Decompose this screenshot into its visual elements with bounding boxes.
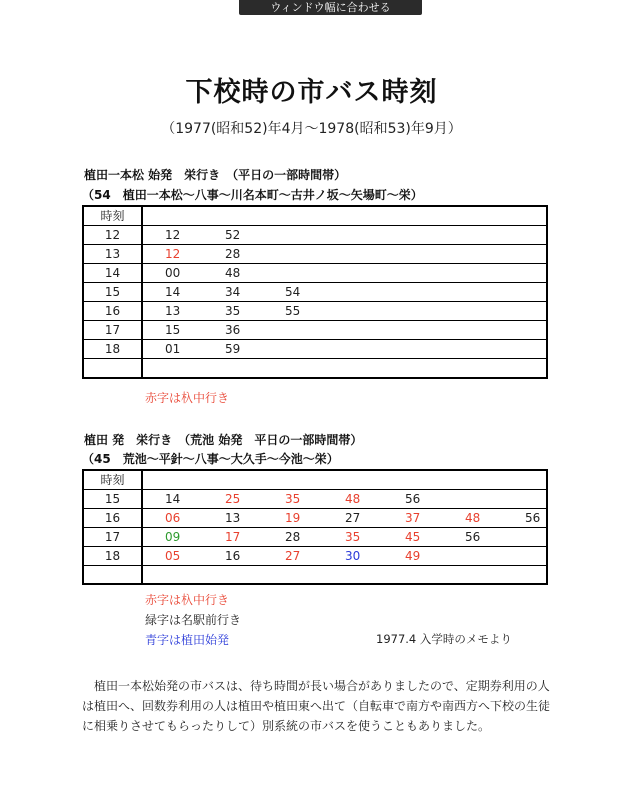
timetable-header-row <box>83 206 547 226</box>
departure-minute: 19 <box>285 511 301 525</box>
route2-legend-green: 緑字は名駅前行き <box>145 613 242 627</box>
timetable-row <box>83 528 547 547</box>
departure-minute: 14 <box>165 285 181 299</box>
minutes-cell <box>142 490 547 509</box>
departure-minute: 28 <box>285 530 301 544</box>
hour-cell: 16 <box>83 509 142 528</box>
hour-cell: 15 <box>83 283 142 302</box>
route2-timetable <box>82 469 548 585</box>
hour-cell: 17 <box>83 528 142 547</box>
route2-route-line: （45 荒池〜平針〜八事〜大久手〜今池〜栄） <box>82 452 339 466</box>
departure-minute: 34 <box>225 285 241 299</box>
timetable-empty-row <box>83 359 547 379</box>
minutes-cell <box>142 340 547 359</box>
timetable-row <box>83 547 547 566</box>
route1-legend-red: 赤字は杁中行き <box>145 391 230 405</box>
departure-minute: 56 <box>465 530 481 544</box>
timetable-row <box>83 283 547 302</box>
minutes-cell <box>142 302 547 321</box>
memo-note: 1977.4 入学時のメモより <box>376 632 512 646</box>
minutes-cell <box>142 321 547 340</box>
route1-timetable <box>82 205 548 379</box>
timetable-row <box>83 509 547 528</box>
departure-minute: 17 <box>225 530 241 544</box>
timetable-row <box>83 490 547 509</box>
page-subtitle: （1977(昭和52)年4月〜1978(昭和53)年9月） <box>161 121 462 137</box>
fit-window-button[interactable]: ウィンドウ幅に合わせる <box>239 0 422 15</box>
hour-cell: 16 <box>83 302 142 321</box>
departure-minute: 13 <box>225 511 241 525</box>
minutes-cell <box>142 509 547 528</box>
departure-minute: 06 <box>165 511 181 525</box>
departure-minute: 13 <box>165 304 181 318</box>
timetable-header-blank <box>142 206 547 226</box>
departure-minute: 27 <box>285 549 301 563</box>
route2-legend-red: 赤字は杁中行き <box>145 593 230 607</box>
route1-route-line: （54 植田一本松〜八事〜川名本町〜古井ノ坂〜矢場町〜栄） <box>82 188 423 202</box>
departure-minute: 35 <box>285 492 301 506</box>
departure-minute: 56 <box>525 511 541 525</box>
departure-minute: 05 <box>165 549 181 563</box>
timetable-row <box>83 302 547 321</box>
timetable-row <box>83 245 547 264</box>
departure-minute: 52 <box>225 228 241 242</box>
departure-minute: 27 <box>345 511 361 525</box>
departure-minute: 35 <box>345 530 361 544</box>
departure-minute: 15 <box>165 323 181 337</box>
timetable-row <box>83 264 547 283</box>
page-title: 下校時の市バス時刻 <box>185 77 438 108</box>
departure-minute: 59 <box>225 342 241 356</box>
empty-hour-cell <box>83 359 142 379</box>
hour-cell: 18 <box>83 547 142 566</box>
route2-legend-blue: 青字は植田始発 <box>145 633 230 647</box>
hour-cell: 15 <box>83 490 142 509</box>
timetable-row <box>83 321 547 340</box>
departure-minute: 30 <box>345 549 361 563</box>
departure-minute: 48 <box>465 511 481 525</box>
departure-minute: 01 <box>165 342 181 356</box>
minutes-cell <box>142 283 547 302</box>
hour-cell: 13 <box>83 245 142 264</box>
departure-minute: 37 <box>405 511 421 525</box>
empty-minutes-cell <box>142 359 547 379</box>
route1-heading: 植田一本松 始発 栄行き （平日の一部時間帯） <box>84 168 347 182</box>
minutes-cell <box>142 245 547 264</box>
departure-minute: 54 <box>285 285 301 299</box>
departure-minute: 12 <box>165 247 181 261</box>
departure-minute: 56 <box>405 492 421 506</box>
departure-minute: 49 <box>405 549 421 563</box>
hour-cell: 12 <box>83 226 142 245</box>
departure-minute: 36 <box>225 323 241 337</box>
hour-cell: 18 <box>83 340 142 359</box>
minutes-cell <box>142 547 547 566</box>
hour-cell: 17 <box>83 321 142 340</box>
departure-minute: 25 <box>225 492 241 506</box>
empty-hour-cell <box>83 566 142 585</box>
minutes-cell <box>142 264 547 283</box>
departure-minute: 16 <box>225 549 241 563</box>
minutes-cell <box>142 528 547 547</box>
departure-minute: 45 <box>405 530 421 544</box>
body-paragraph: 植田一本松始発の市バスは、待ち時間が長い場合がありましたので、定期券利用の人は植田へ、回数券利用の人は植田や植田東へ出て（自転車で南方や南西方へ下校の生徒に相乗りさせてもらったりして）別系統の市バスを使うこともありました。 <box>82 679 551 733</box>
empty-minutes-cell <box>142 566 547 585</box>
timetable-empty-row <box>83 566 547 585</box>
timetable-row <box>83 226 547 245</box>
timetable-row <box>83 340 547 359</box>
route2-heading: 植田 発 栄行き （荒池 始発 平日の一部時間帯） <box>84 433 363 447</box>
hour-cell: 14 <box>83 264 142 283</box>
timetable-header-label: 時刻 <box>83 470 142 490</box>
departure-minute: 48 <box>345 492 361 506</box>
departure-minute: 48 <box>225 266 241 280</box>
departure-minute: 09 <box>165 530 181 544</box>
departure-minute: 28 <box>225 247 241 261</box>
departure-minute: 00 <box>165 266 181 280</box>
timetable-header-label: 時刻 <box>83 206 142 226</box>
departure-minute: 55 <box>285 304 301 318</box>
departure-minute: 14 <box>165 492 181 506</box>
timetable-header-row <box>83 470 547 490</box>
departure-minute: 35 <box>225 304 241 318</box>
minutes-cell <box>142 226 547 245</box>
departure-minute: 12 <box>165 228 181 242</box>
timetable-header-blank <box>142 470 547 490</box>
